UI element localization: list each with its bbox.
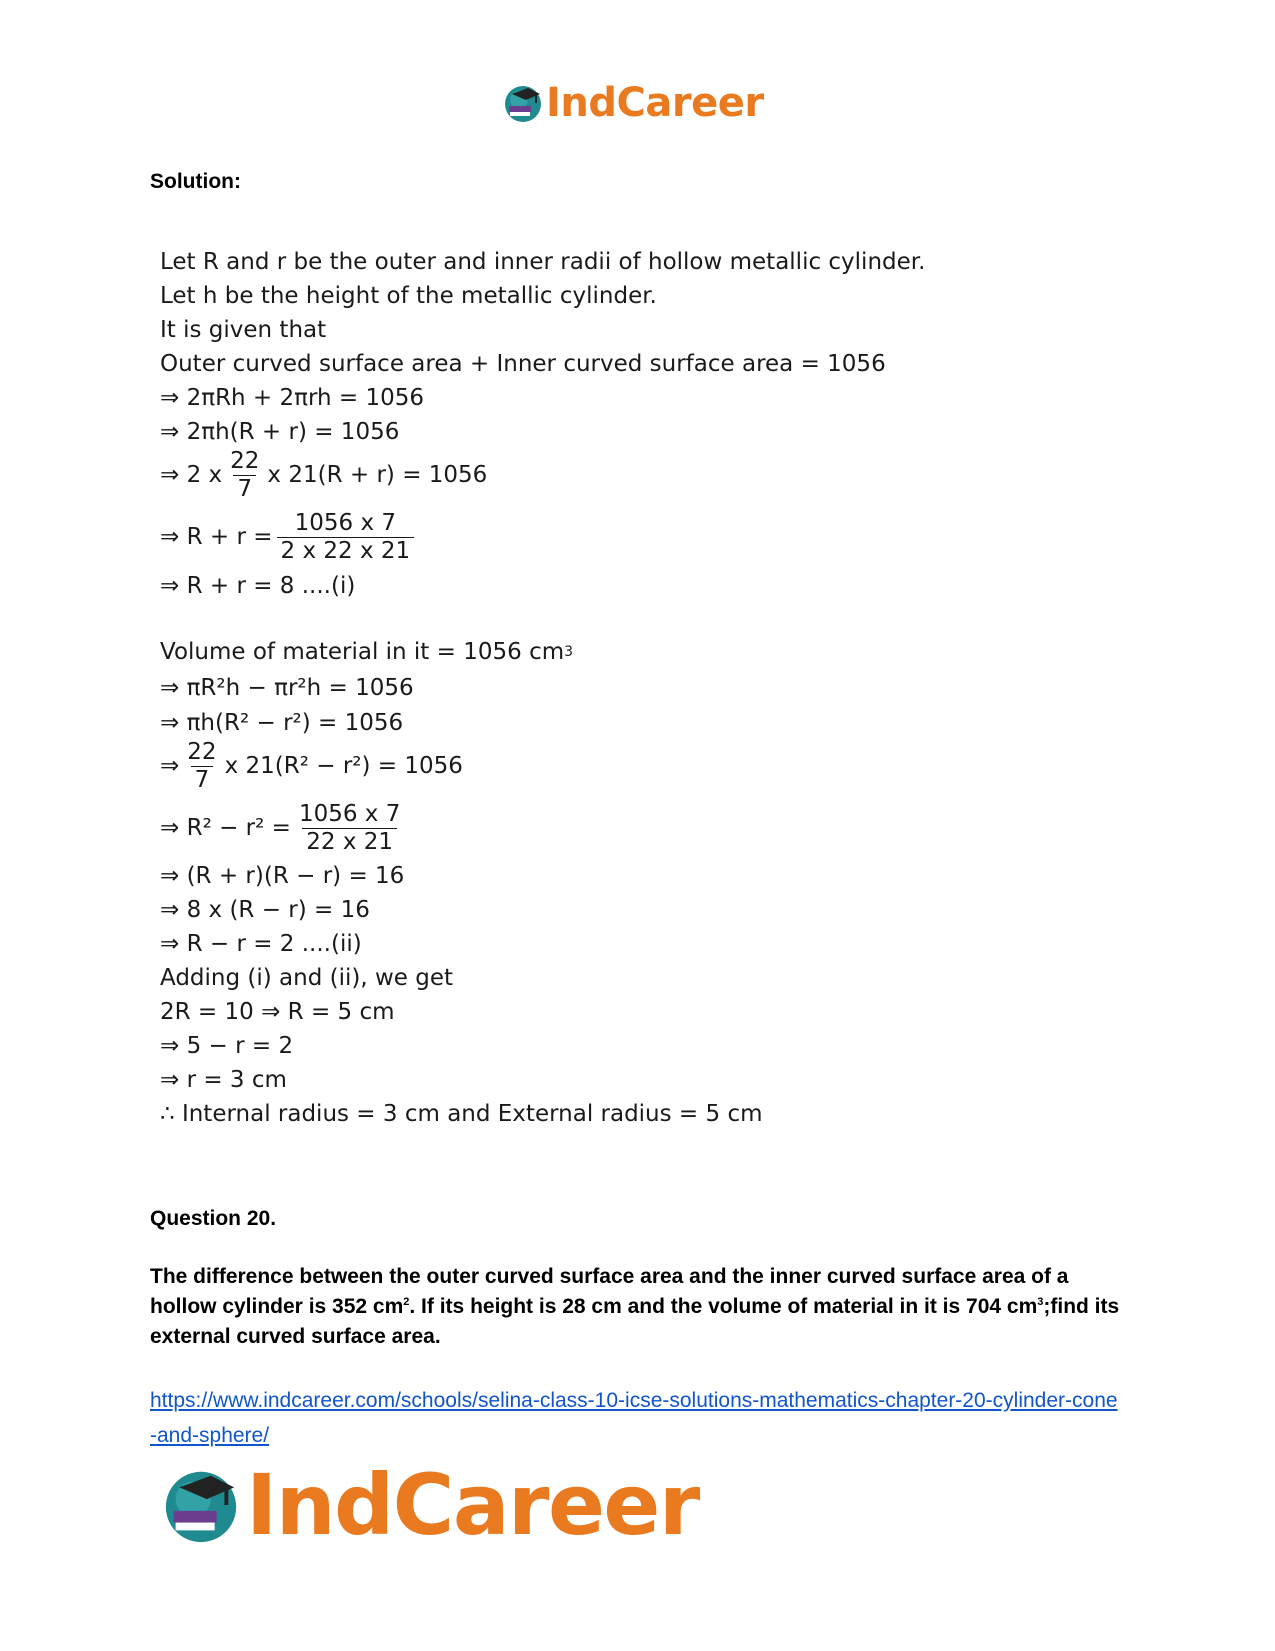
question-part: . If its height is 28 cm and the volume of material in it is 704 cm bbox=[409, 1295, 1038, 1318]
fraction-denominator: 2 x 22 x 21 bbox=[277, 537, 415, 565]
header-logo-text: IndCareer bbox=[546, 80, 764, 126]
footer-logo-text: IndCareer bbox=[246, 1456, 699, 1554]
fraction-numerator: 1056 x 7 bbox=[298, 800, 401, 827]
source-link[interactable]: https://www.indcareer.com/schools/selina-class-10-icse-solutions-mathematics-chapter-20-cylinder-cone-and-sphere/ bbox=[150, 1389, 1118, 1447]
math-line: ⇒ 2πh(R + r) = 1056 bbox=[160, 419, 400, 445]
math-line: It is given that bbox=[160, 317, 327, 343]
fraction bbox=[226, 448, 263, 503]
math-line: ⇒ R + r = 8 ....(i) bbox=[160, 573, 356, 599]
fraction-numerator: 22 bbox=[187, 738, 217, 765]
math-line: ⇒ r = 3 cm bbox=[160, 1067, 287, 1093]
math-line: ⇒ (R + r)(R − r) = 16 bbox=[160, 863, 405, 889]
fraction-denominator: 7 bbox=[191, 766, 214, 794]
math-line: 2R = 10 ⇒ R = 5 cm bbox=[160, 999, 395, 1025]
superscript: 2 bbox=[403, 1296, 410, 1308]
math-line: ⇒ 5 − r = 2 bbox=[160, 1033, 294, 1059]
math-line-fraction bbox=[160, 798, 408, 858]
math-text: Volume of material in it = 1056 cm bbox=[160, 639, 565, 665]
fraction bbox=[295, 801, 404, 856]
solution-heading: Solution: bbox=[150, 170, 241, 193]
question-text bbox=[150, 1262, 1130, 1352]
math-line: ∴ Internal radius = 3 cm and External radius = 5 cm bbox=[160, 1101, 763, 1127]
math-line: ⇒ 8 x (R − r) = 16 bbox=[160, 897, 370, 923]
globe-cap-icon bbox=[502, 82, 544, 124]
math-line: Adding (i) and (ii), we get bbox=[160, 965, 454, 991]
question-part: ;find its external curved surface area. bbox=[150, 1295, 1120, 1348]
fraction-denominator: 7 bbox=[233, 475, 256, 503]
globe-cap-icon bbox=[160, 1464, 242, 1546]
math-line: ⇒ R − r = 2 ....(ii) bbox=[160, 931, 362, 957]
math-line-fraction bbox=[160, 507, 418, 567]
fraction-numerator: 22 bbox=[230, 447, 260, 474]
math-line: ⇒ 2πRh + 2πrh = 1056 bbox=[160, 385, 425, 411]
math-text: ⇒ R + r = bbox=[160, 524, 273, 550]
math-line: ⇒ πR²h − πr²h = 1056 bbox=[160, 675, 414, 701]
math-text: ⇒ R² − r² = bbox=[160, 815, 291, 841]
fraction bbox=[183, 739, 220, 794]
math-line-fraction bbox=[160, 445, 487, 505]
math-text: x 21(R² − r²) = 1056 bbox=[224, 753, 463, 779]
math-line: Let R and r be the outer and inner radii of hollow metallic cylinder. bbox=[160, 249, 926, 275]
footer-logo bbox=[160, 1456, 699, 1554]
math-line: ⇒ πh(R² − r²) = 1056 bbox=[160, 710, 404, 736]
question-heading: Question 20. bbox=[150, 1207, 277, 1230]
math-line: Outer curved surface area + Inner curved surface area = 1056 bbox=[160, 351, 886, 377]
fraction-denominator: 22 x 21 bbox=[302, 828, 397, 856]
math-line: Volume of material in it = 1056 cm 3 bbox=[160, 635, 573, 669]
math-text: ⇒ bbox=[160, 753, 180, 779]
math-text: x 21(R + r) = 1056 bbox=[267, 462, 488, 488]
header-logo bbox=[502, 80, 764, 126]
math-line: Let h be the height of the metallic cylinder. bbox=[160, 283, 657, 309]
fraction-numerator: 1056 x 7 bbox=[294, 509, 397, 536]
fraction bbox=[277, 510, 415, 565]
superscript: 3 bbox=[1037, 1296, 1044, 1308]
math-text: ⇒ 2 x bbox=[160, 462, 223, 488]
question-part: The difference between the outer curved surface area and the inner curved surface area of a hollow cylinder is 352 cm bbox=[150, 1265, 1069, 1318]
math-line-fraction bbox=[160, 736, 463, 796]
